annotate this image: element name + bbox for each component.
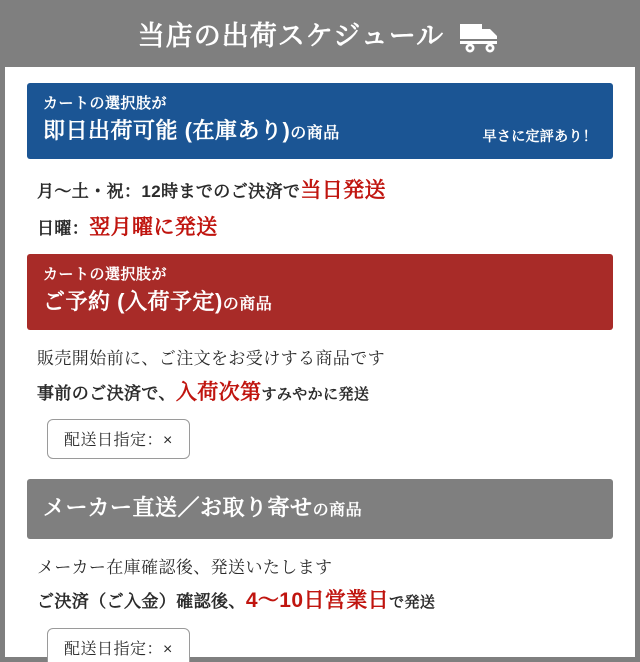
row-prefix: 事前のご決済で、: [37, 383, 176, 403]
banner-in-stock: [27, 83, 613, 159]
row-highlight: 4〜10日営業日: [245, 589, 390, 613]
row-suffix: すみやかに発送: [261, 385, 370, 403]
row-prefix: メーカー在庫確認後、発送いたします: [37, 557, 333, 577]
row-prefix: 月〜土・祝：12時までのご決済で: [37, 182, 301, 202]
delivery-truck-icon: [458, 20, 502, 54]
row-prefix: 日曜：: [37, 218, 90, 238]
banner-small-label: カートの選択肢が: [43, 266, 168, 284]
rows-reservation: [27, 342, 613, 479]
row-prefix: ご決済（ご入金）確認後、: [37, 592, 246, 612]
banner-big-text: 即日出荷可能 (在庫あり): [43, 118, 291, 144]
delivery-date-pill-reservation: 配送日指定：×: [47, 419, 190, 459]
row-sunday: [37, 212, 603, 245]
section-direct-shipping: [27, 479, 613, 662]
row-suffix: で発送: [389, 594, 436, 612]
rows-direct-shipping: [27, 551, 613, 662]
row-highlight: 当日発送: [300, 179, 386, 203]
row-highlight: 入荷次第: [175, 380, 262, 404]
page-title: 当店の出荷スケジュール: [137, 20, 445, 51]
banner-big-suffix: の商品: [312, 502, 363, 520]
banner-big-text: ご予約 (入荷予定): [43, 289, 223, 315]
rows-in-stock: [27, 171, 613, 254]
section-in-stock: [27, 83, 613, 254]
banner-big-suffix: の商品: [290, 125, 340, 143]
page-header: [5, 5, 635, 67]
row-highlight: 翌月曜に発送: [89, 215, 218, 239]
row-prepayment: [37, 377, 603, 410]
banner-small-label: カートの選択肢が: [43, 95, 168, 112]
delivery-date-pill-direct: 配送日指定：×: [47, 628, 190, 662]
banner-big-label: [43, 287, 597, 318]
banner-reservation: [27, 254, 613, 330]
banner-direct-shipping: [27, 479, 613, 539]
banner-big-suffix: の商品: [222, 296, 273, 314]
row-presale-note: [37, 346, 603, 372]
banner-big-label: [43, 493, 597, 524]
row-payment-confirm: [37, 585, 603, 618]
row-prefix: 販売開始前に、ご注文をお受けする商品です: [37, 349, 385, 369]
banner-big-text: メーカー直送／お取り寄せ: [43, 495, 313, 521]
page-content: [5, 67, 635, 662]
row-weekday: [37, 175, 603, 208]
row-stock-check: [37, 555, 603, 581]
banner-note: 早さに定評あり！: [482, 128, 597, 145]
section-reservation: [27, 254, 613, 479]
